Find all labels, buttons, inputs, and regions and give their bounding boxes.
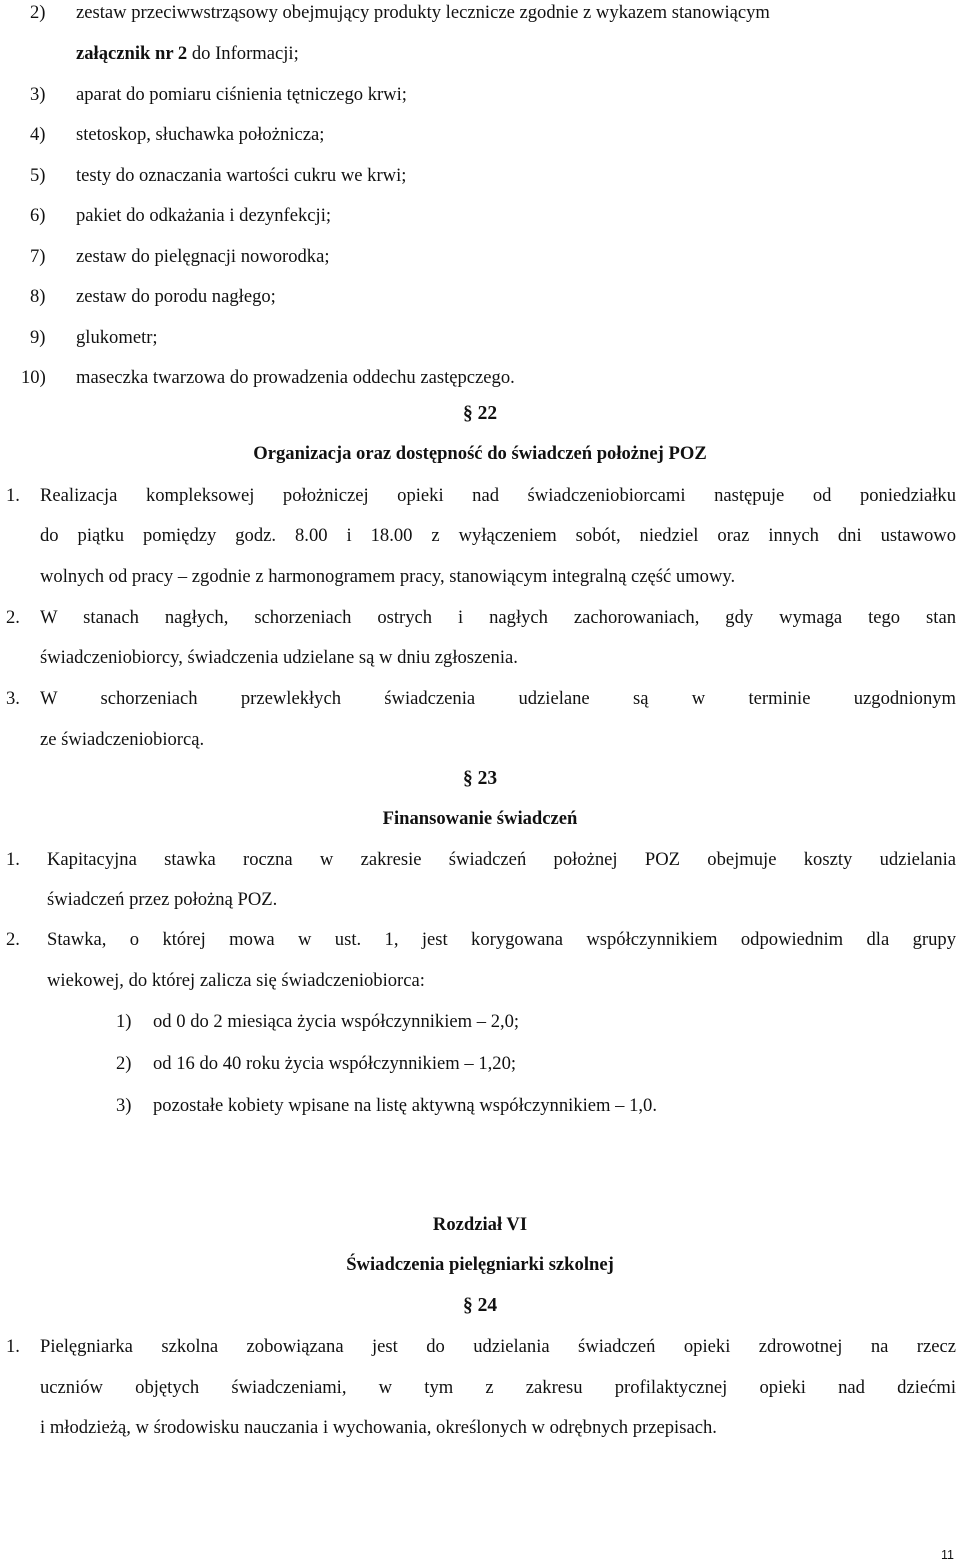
list-item-text: glukometr; [76,327,158,348]
list-item-text: zestaw do porodu nagłego; [76,286,276,307]
paragraph-line: wiekowej, do której zalicza się świadczeniobiorca: [47,970,425,991]
list-item-number: 2) [30,2,46,23]
paragraph-line: Realizacja kompleksowej położniczej opieki nad świadczeniobiorcami następuje od poniedziałku [40,485,956,506]
paragraph-line: i młodzieżą, w środowisku nauczania i wychowania, określonych w odrębnych przepisach. [40,1417,717,1438]
list-item-number: 4) [30,124,46,145]
section-number: § 24 [462,1295,498,1316]
list-item-number: 5) [30,165,46,186]
sublist-item-text: od 0 do 2 miesiąca życia współczynnikiem – 2,0; [153,1011,520,1032]
section-title: Finansowanie świadczeń [382,808,578,829]
attachment-reference: załącznik nr 2 [76,43,188,64]
list-item-number: 6) [30,205,46,226]
paragraph-line: W stanach nagłych, schorzeniach ostrych i nagłych zachorowaniach, gdy wymaga tego stan [40,607,956,628]
paragraph-line: świadczeniobiorcy, świadczenia udzielane są w dniu zgłoszenia. [40,647,518,668]
chapter-label: Rozdział VI [432,1214,528,1235]
sublist-item-text: pozostałe kobiety wpisane na listę aktywną współczynnikiem – 1,0. [153,1095,657,1116]
chapter-title: Świadczenia pielęgniarki szkolnej [346,1254,614,1275]
paragraph-line: uczniów objętych świadczeniami, w tym z zakresu profilaktycznej opieki nad dziećmi [40,1377,956,1398]
paragraph-number: 1. [6,485,20,506]
paragraph-line: do piątku pomiędzy godz. 8.00 i 18.00 z wyłączeniem sobót, niedziel oraz innych dni ustawowo [40,525,956,546]
paragraph-line: Kapitacyjna stawka roczna w zakresie świadczeń położnej POZ obejmuje koszty udzielania [47,849,956,870]
list-item-text: stetoskop, słuchawka położnicza; [76,124,325,145]
section-number: § 23 [462,768,498,789]
section-number: § 22 [462,403,498,424]
sublist-item-number: 2) [116,1053,132,1074]
page-number: 11 [941,1548,954,1562]
paragraph-line: ze świadczeniobiorcą. [40,729,205,750]
paragraph-line: świadczeń przez położną POZ. [47,889,278,910]
list-item-number: 7) [30,246,46,267]
sublist-item-text: od 16 do 40 roku życia współczynnikiem – 1,20; [153,1053,517,1074]
list-item-text: zestaw do pielęgnacji noworodka; [76,246,330,267]
list-item-number: 10) [21,367,46,388]
paragraph-number: 3. [6,688,20,709]
list-item-text: pakiet do odkażania i dezynfekcji; [76,205,332,226]
paragraph-number: 1. [6,849,20,870]
list-item-text: testy do oznaczania wartości cukru we krwi; [76,165,407,186]
paragraph-line: Stawka, o której mowa w ust. 1, jest korygowana współczynnikiem odpowiednim dla grupy [47,929,956,950]
list-item-text [76,43,299,65]
list-item-number: 3) [30,84,46,105]
sublist-item-number: 3) [116,1095,132,1116]
list-item-text: aparat do pomiaru ciśnienia tętniczego krwi; [76,84,407,105]
list-item-text: zestaw przeciwwstrząsowy obejmujący produkty lecznicze zgodnie z wykazem stanowiącym [76,2,770,23]
paragraph-line: wolnych od pracy – zgodnie z harmonogramem pracy, stanowiącym integralną część umowy. [40,566,736,587]
section-title: Organizacja oraz dostępność do świadczeń położnej POZ [253,443,707,464]
sublist-item-number: 1) [116,1011,132,1032]
paragraph-number: 2. [6,607,20,628]
list-item-text: maseczka twarzowa do prowadzenia oddechu zastępczego. [76,367,515,388]
paragraph-number: 1. [6,1336,20,1357]
paragraph-line: W schorzeniach przewlekłych świadczenia udzielane są w terminie uzgodnionym [40,688,956,709]
list-item-number: 8) [30,286,46,307]
list-item-number: 9) [30,327,46,348]
paragraph-number: 2. [6,929,20,950]
paragraph-line: Pielęgniarka szkolna zobowiązana jest do udzielania świadczeń opieki zdrowotnej na rzecz [40,1336,956,1357]
list-item-text-tail: do Informacji; [187,43,299,64]
